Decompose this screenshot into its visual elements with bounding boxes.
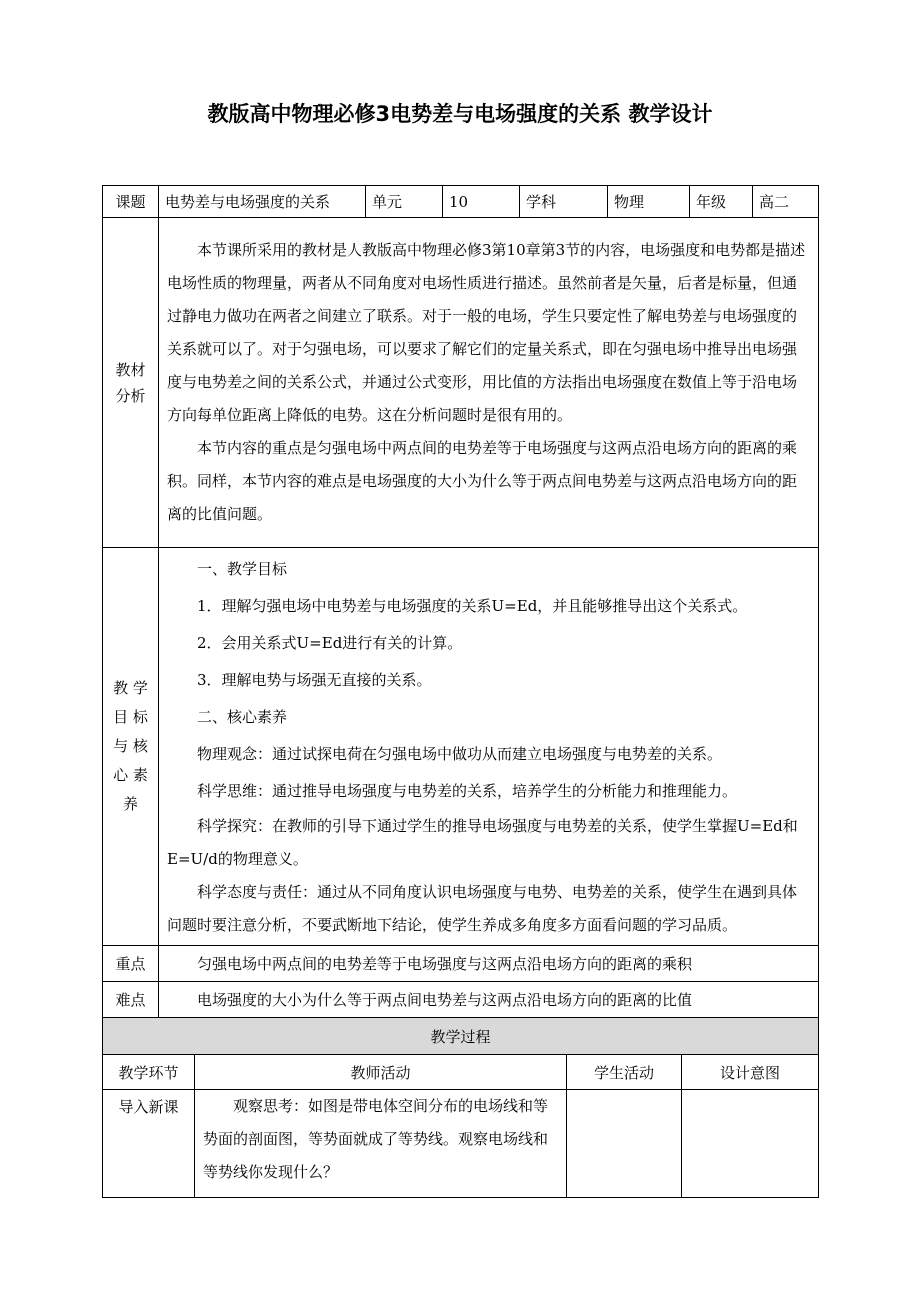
topic-value: 电势差与电场强度的关系 — [159, 186, 366, 218]
literacy-item-explore: 科学探究：在教师的引导下通过学生的推导电场强度与电势差的关系，使学生掌握U=Ed和E=U/d的物理意义。 — [167, 817, 798, 868]
process-columns-row — [103, 1055, 819, 1090]
analysis-label-line2: 分析 — [115, 386, 146, 405]
page-title: 教版高中物理必修3电势差与电场强度的关系 教学设计 — [207, 102, 713, 126]
grade-label: 年级 — [690, 186, 753, 218]
objectives-label-line: 目 标 — [113, 708, 148, 726]
objectives-label — [103, 548, 159, 946]
teaching-process-table — [102, 1017, 819, 1198]
literacy-item: 物理观念：通过试探电荷在匀强电场中做功从而建立电场强度与电势差的关系。 — [197, 745, 723, 763]
process-header-row — [103, 1018, 819, 1055]
lesson-info-table — [102, 185, 819, 1018]
analysis-paragraph-2: 本节内容的重点是匀强电场中两点间的电势差等于电场强度与这两点沿电场方向的距离的乘积。同样，本节内容的难点是电场强度的大小为什么等于两点间电势差与这两点沿电场方向的距离的比值问题。 — [167, 439, 798, 523]
topic-label: 课题 — [103, 186, 159, 218]
objectives-heading-goals: 一、教学目标 — [197, 560, 288, 578]
col-teacher: 教师活动 — [195, 1055, 567, 1090]
objective-item: 3．理解电势与场强无直接的关系。 — [197, 671, 432, 689]
literacy-item: 科学思维：通过推导电场强度与电势差的关系，培养学生的分析能力和推理能力。 — [197, 782, 738, 800]
subject-label: 学科 — [520, 186, 608, 218]
subject-value: 物理 — [608, 186, 690, 218]
process-design-intent — [682, 1090, 819, 1198]
process-stage: 导入新课 — [103, 1090, 195, 1198]
process-row — [103, 1090, 819, 1198]
key-point-label: 重点 — [103, 946, 159, 982]
unit-value: 10 — [443, 186, 520, 218]
objectives-content — [159, 548, 819, 946]
unit-label: 单元 — [366, 186, 443, 218]
col-student: 学生活动 — [567, 1055, 682, 1090]
objectives-label-line: 教 学 — [113, 679, 148, 697]
analysis-label — [103, 218, 159, 548]
literacy-item-attitude: 科学态度与责任：通过从不同角度认识电场强度与电势、电势差的关系，使学生在遇到具体问题时要注意分析，不要武断地下结论，使学生养成多角度多方面看问题的学习品质。 — [167, 883, 798, 934]
objectives-label-line: 养 — [122, 795, 138, 813]
analysis-paragraph-1: 本节课所采用的教材是人教版高中物理必修3第10章第3节的内容，电场强度和电势都是描述电场性质的物理量，两者从不同角度对电场性质进行描述。虽然前者是矢量，后者是标量，但通过静电力做功在两者之间建立了联系。对于一般的电场，学生只要定性了解电势差与电场强度的关系就可以了。对于匀强电场，可以要求了解它们的定量关系式，即在匀强电场中推导出电场强度与电势差之间的关系公式，并通过公式变形，用比值的方法指出电场强度在数值上等于沿电场方向每单位距离上降低的电势。这在分析问题时是很有用的。 — [167, 241, 806, 424]
process-header: 教学过程 — [103, 1018, 819, 1055]
key-point-row — [103, 946, 819, 982]
difficulty-row — [103, 982, 819, 1018]
objectives-heading-literacy: 二、核心素养 — [197, 708, 288, 726]
key-point-text: 匀强电场中两点间的电势差等于电场强度与这两点沿电场方向的距离的乘积 — [159, 946, 819, 982]
teacher-activity-text: 观察思考：如图是带电体空间分布的电场线和等势面的剖面图，等势面就成了等势线。观察电场线和等势线你发现什么？ — [203, 1097, 549, 1181]
objectives-label-line: 与 核 — [113, 737, 148, 755]
col-stage: 教学环节 — [103, 1055, 195, 1090]
grade-value: 高二 — [753, 186, 819, 218]
info-row — [103, 186, 819, 218]
col-intent: 设计意图 — [682, 1055, 819, 1090]
difficulty-text: 电场强度的大小为什么等于两点间电势差与这两点沿电场方向的距离的比值 — [159, 982, 819, 1018]
process-student-activity — [567, 1090, 682, 1198]
analysis-row — [103, 218, 819, 548]
objectives-label-line: 心 素 — [113, 766, 148, 784]
objective-item: 2．会用关系式U=Ed进行有关的计算。 — [197, 634, 463, 652]
analysis-label-line1: 教材 — [115, 360, 146, 379]
objective-item: 1．理解匀强电场中电势差与电场强度的关系U=Ed，并且能够推导出这个关系式。 — [197, 597, 748, 615]
process-teacher-activity — [195, 1090, 567, 1198]
difficulty-label: 难点 — [103, 982, 159, 1018]
analysis-content — [159, 218, 819, 548]
objectives-row — [103, 548, 819, 946]
